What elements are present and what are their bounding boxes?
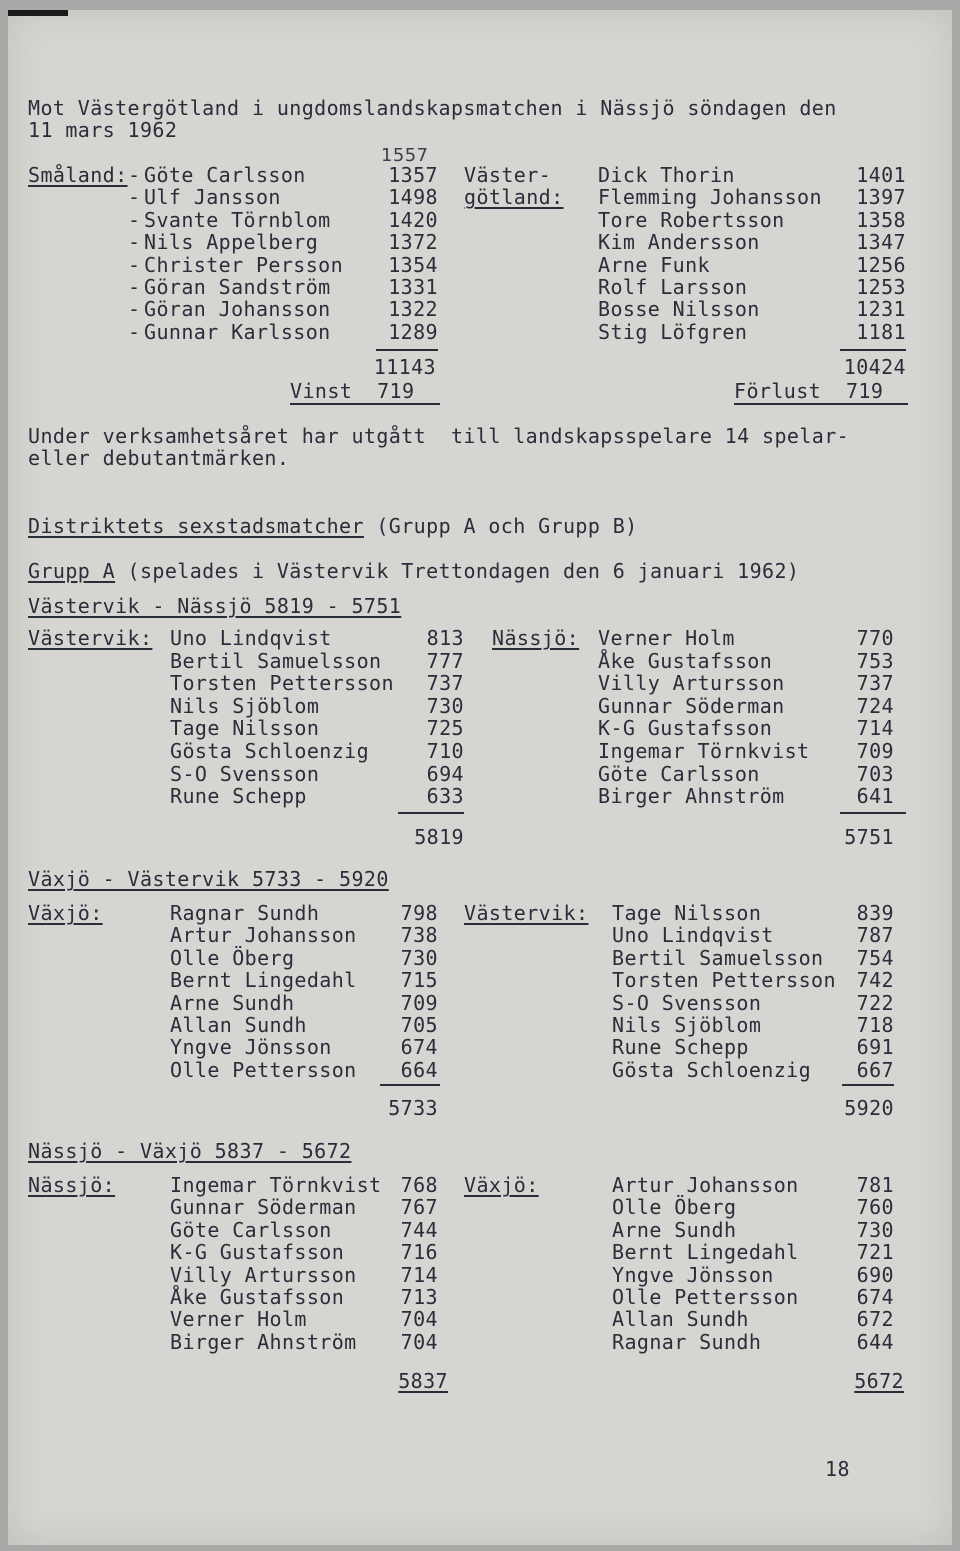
player-score: 1181 — [856, 319, 906, 344]
player-score: 737 — [856, 671, 894, 696]
player-name: Bernt Lingedahl — [612, 1240, 799, 1265]
vastergotland-label-2: götland: — [464, 185, 564, 209]
player-score: 1354 — [388, 252, 438, 277]
player-name: Artur Johansson — [170, 923, 357, 948]
smaland-result: Vinst 719 — [290, 379, 415, 403]
match1-left-total: 5819 — [414, 825, 464, 849]
player-score: 754 — [856, 945, 894, 970]
note-line-1: Under verksamhetsåret har utgått till landskapsspelare 14 spelar- — [28, 424, 850, 448]
player-score: 704 — [400, 1329, 438, 1354]
sum-rule — [842, 1084, 894, 1086]
player-score: 704 — [400, 1307, 438, 1332]
smaland-total: 11143 — [373, 355, 436, 379]
player-name: Nils Sjöblom — [170, 693, 320, 718]
list-dash-mark: - — [128, 252, 141, 277]
player-score: 1322 — [388, 297, 438, 322]
player-score: 674 — [400, 1035, 438, 1060]
player-score: 1401 — [856, 163, 906, 187]
player-score: 1331 — [388, 275, 438, 299]
player-name: Nils Sjöblom — [612, 1013, 762, 1037]
list-dash-mark: - — [128, 297, 141, 322]
player-name: Göran Johansson — [144, 297, 331, 322]
player-name: Allan Sundh — [612, 1307, 749, 1332]
smaland-label: Småland: — [28, 163, 128, 187]
player-name: Dick Thorin — [598, 163, 735, 187]
player-name: S-O Svensson — [170, 761, 320, 786]
player-score: 709 — [856, 739, 894, 763]
vastergotland-total: 10424 — [843, 355, 906, 379]
player-score: 1347 — [856, 230, 906, 255]
player-score: 777 — [426, 648, 464, 673]
player-score: 694 — [426, 761, 464, 786]
player-name: Olle Öberg — [612, 1195, 737, 1220]
sum-rule — [840, 812, 906, 814]
player-name: Gunnar Söderman — [170, 1195, 357, 1220]
player-name: Rune Schepp — [612, 1035, 749, 1060]
player-score: 760 — [856, 1195, 894, 1220]
player-score: 664 — [400, 1057, 438, 1082]
player-score: 715 — [400, 968, 438, 993]
district-heading-title: Distriktets sexstadsmatcher — [28, 514, 364, 538]
player-name: Verner Holm — [170, 1307, 307, 1332]
player-score: 813 — [426, 626, 464, 650]
player-score: 730 — [426, 693, 464, 718]
player-score: 730 — [856, 1217, 894, 1242]
result-rule — [734, 403, 908, 405]
sum-rule — [376, 349, 438, 351]
scan-corner-mark — [8, 10, 68, 16]
player-score: 781 — [856, 1173, 894, 1197]
player-name: Åke Gustafsson — [170, 1285, 345, 1309]
match3-title: Nässjö - Växjö 5837 - 5672 — [28, 1139, 352, 1163]
player-score: 839 — [856, 901, 894, 925]
player-name: Åke Gustafsson — [598, 648, 773, 673]
match3-right-label: Växjö: — [464, 1173, 539, 1197]
player-score: 722 — [856, 990, 894, 1015]
player-score: 1231 — [856, 297, 906, 322]
player-name: Ragnar Sundh — [170, 901, 320, 925]
player-name: Torsten Pettersson — [612, 968, 836, 993]
intro-line-2: 11 mars 1962 — [28, 118, 178, 142]
player-name: Göte Carlsson — [144, 163, 306, 187]
player-name: Gunnar Karlsson — [144, 319, 331, 344]
match2-right-label: Västervik: — [464, 901, 589, 925]
player-name: Ulf Jansson — [144, 185, 281, 210]
player-name: Ingemar Törnkvist — [170, 1173, 382, 1197]
player-name: Svante Törnblom — [144, 207, 331, 232]
match3-right-total: 5672 — [854, 1369, 904, 1393]
player-name: Ingemar Törnkvist — [598, 739, 810, 763]
player-score: 798 — [400, 901, 438, 925]
player-name: Bertil Samuelsson — [612, 945, 824, 970]
sum-rule — [380, 1084, 440, 1086]
player-score: 672 — [856, 1307, 894, 1332]
match2-left-total: 5733 — [388, 1096, 438, 1120]
match3-left-total: 5837 — [398, 1369, 448, 1393]
player-name: Villy Artursson — [170, 1262, 357, 1287]
player-name: Rune Schepp — [170, 784, 307, 809]
player-name: Uno Lindqvist — [612, 923, 774, 948]
page-number: 18 — [825, 1457, 850, 1481]
player-score: 633 — [426, 784, 464, 809]
player-score: 787 — [856, 923, 894, 948]
list-dash-mark: - — [128, 319, 141, 344]
player-name: Arne Sundh — [612, 1217, 737, 1242]
player-name: Arne Sundh — [170, 990, 295, 1015]
player-score: 713 — [400, 1285, 438, 1309]
list-dash-mark: - — [128, 185, 141, 210]
group-a-info: (spelades i Västervik Trettondagen den 6 januari 1962) — [115, 559, 800, 583]
player-name: Olle Öberg — [170, 945, 295, 970]
player-score: 1420 — [388, 207, 438, 232]
sum-rule — [840, 349, 906, 351]
player-name: Nils Appelberg — [144, 230, 319, 255]
player-name: S-O Svensson — [612, 990, 762, 1015]
match1-title: Västervik - Nässjö 5819 - 5751 — [28, 594, 402, 618]
player-score: 718 — [856, 1013, 894, 1037]
match1-right-label: Nässjö: — [492, 626, 580, 650]
player-name: Flemming Johansson — [598, 185, 822, 210]
player-score: 690 — [856, 1262, 894, 1287]
list-dash-mark: - — [128, 275, 141, 299]
player-name: Birger Ahnström — [598, 784, 785, 809]
player-score: 710 — [426, 739, 464, 763]
player-name: Olle Pettersson — [170, 1057, 357, 1082]
player-score: 644 — [856, 1329, 894, 1354]
player-score: 1372 — [388, 230, 438, 255]
player-score: 768 — [400, 1173, 438, 1197]
player-score: 738 — [400, 923, 438, 948]
player-score: 1357 — [388, 163, 438, 187]
player-score: 1358 — [856, 207, 906, 232]
match1-right-total: 5751 — [844, 825, 894, 849]
list-dash-mark: - — [128, 207, 141, 232]
player-name: Olle Pettersson — [612, 1285, 799, 1309]
player-name: Tage Nilsson — [612, 901, 762, 925]
group-a-line — [28, 560, 799, 582]
player-name: Uno Lindqvist — [170, 626, 332, 650]
player-name: Verner Holm — [598, 626, 735, 650]
player-name: Tore Robertsson — [598, 207, 785, 232]
player-name: Bosse Nilsson — [598, 297, 760, 322]
intro-line-1: Mot Västergötland i ungdomslandskapsmatchen i Nässjö söndagen den — [28, 96, 837, 120]
handwritten-note: 1557 — [381, 145, 429, 166]
player-name: Artur Johansson — [612, 1173, 799, 1197]
player-name: Christer Persson — [144, 252, 344, 277]
player-name: Göte Carlsson — [170, 1217, 332, 1242]
note-line-2: eller debutantmärken. — [28, 446, 290, 470]
player-name: Stig Löfgren — [598, 319, 748, 344]
player-score: 1253 — [856, 275, 906, 299]
list-dash-mark: - — [128, 163, 141, 187]
match3-left-label: Nässjö: — [28, 1173, 116, 1197]
match2-title: Växjö - Västervik 5733 - 5920 — [28, 867, 389, 891]
player-name: Göran Sandström — [144, 275, 331, 299]
match1-left-label: Västervik: — [28, 626, 153, 650]
player-name: Yngve Jönsson — [170, 1035, 332, 1060]
player-name: Torsten Pettersson — [170, 671, 394, 696]
player-score: 709 — [400, 990, 438, 1015]
player-name: Bertil Samuelsson — [170, 648, 382, 673]
player-name: K-G Gustafsson — [170, 1240, 345, 1265]
player-score: 744 — [400, 1217, 438, 1242]
player-score: 767 — [400, 1195, 438, 1220]
player-score: 716 — [400, 1240, 438, 1265]
player-score: 1256 — [856, 252, 906, 277]
player-score: 703 — [856, 761, 894, 786]
player-score: 714 — [856, 716, 894, 741]
player-name: Allan Sundh — [170, 1013, 307, 1037]
player-name: Tage Nilsson — [170, 716, 320, 741]
player-name: Kim Andersson — [598, 230, 760, 255]
player-score: 737 — [426, 671, 464, 696]
match2-left-label: Växjö: — [28, 901, 103, 925]
player-score: 1498 — [388, 185, 438, 210]
player-name: Rolf Larsson — [598, 275, 748, 299]
player-name: Göte Carlsson — [598, 761, 760, 786]
player-score: 714 — [400, 1262, 438, 1287]
player-score: 1397 — [856, 185, 906, 210]
player-score: 721 — [856, 1240, 894, 1265]
player-name: K-G Gustafsson — [598, 716, 773, 741]
player-score: 753 — [856, 648, 894, 673]
player-score: 641 — [856, 784, 894, 809]
player-score: 1289 — [388, 319, 438, 344]
sum-rule — [398, 812, 464, 814]
player-name: Gösta Schloenzig — [170, 739, 370, 763]
player-name: Ragnar Sundh — [612, 1329, 762, 1354]
player-name: Gunnar Söderman — [598, 693, 785, 718]
district-heading-sub: (Grupp A och Grupp B) — [363, 514, 638, 538]
player-score: 770 — [856, 626, 894, 650]
result-rule — [290, 403, 440, 405]
player-name: Birger Ahnström — [170, 1329, 357, 1354]
player-score: 730 — [400, 945, 438, 970]
player-name: Gösta Schloenzig — [612, 1057, 812, 1082]
player-score: 691 — [856, 1035, 894, 1060]
player-name: Villy Artursson — [598, 671, 785, 696]
list-dash-mark: - — [128, 230, 141, 255]
district-heading — [28, 515, 638, 537]
vastergotland-result: Förlust 719 — [734, 379, 884, 403]
match2-right-total: 5920 — [844, 1096, 894, 1120]
player-name: Bernt Lingedahl — [170, 968, 357, 993]
player-score: 724 — [856, 693, 894, 718]
player-name: Yngve Jönsson — [612, 1262, 774, 1287]
player-score: 674 — [856, 1285, 894, 1309]
player-score: 725 — [426, 716, 464, 741]
player-score: 705 — [400, 1013, 438, 1037]
player-score: 742 — [856, 968, 894, 993]
player-score: 667 — [856, 1057, 894, 1082]
player-name: Arne Funk — [598, 252, 710, 277]
group-a-label: Grupp A — [28, 559, 116, 583]
vastergotland-label-1: Väster- — [464, 163, 552, 187]
